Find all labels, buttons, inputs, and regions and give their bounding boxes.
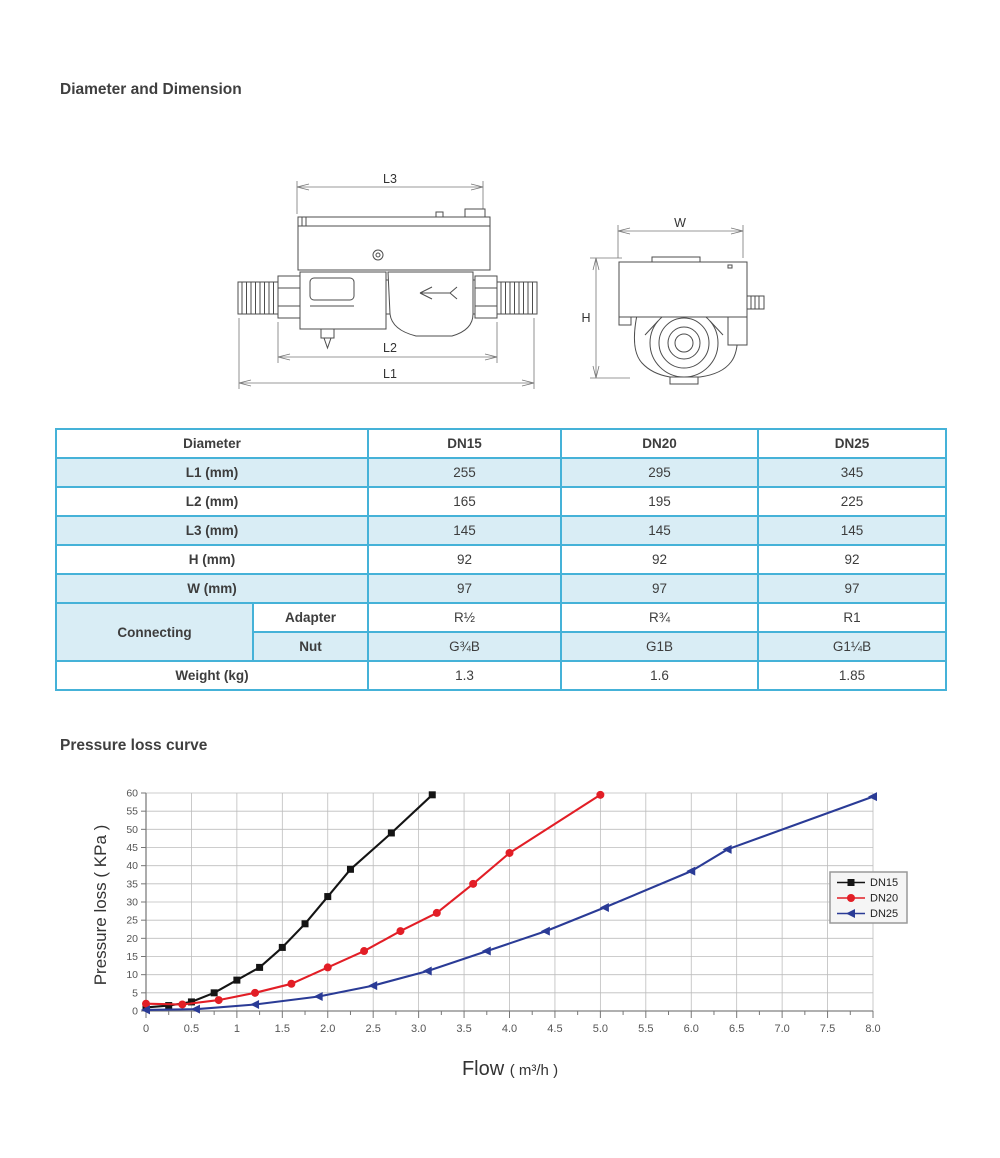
dim-label-h: H: [581, 311, 591, 325]
svg-text:35: 35: [126, 878, 138, 891]
section-title-dimension: Diameter and Dimension: [60, 81, 242, 98]
svg-text:5.5: 5.5: [638, 1023, 654, 1035]
cell-value: 145: [561, 516, 758, 545]
svg-text:20: 20: [126, 932, 138, 945]
dim-label-l1: L1: [383, 367, 397, 381]
y-axis-label: Pressure loss ( KPa ): [91, 824, 110, 986]
row-label-adapter: Adapter: [253, 603, 368, 632]
dim-label-l2: L2: [383, 341, 397, 355]
chart-series: [141, 791, 877, 1015]
series-DN25: [141, 792, 877, 1014]
svg-text:8.0: 8.0: [865, 1023, 881, 1035]
svg-text:25: 25: [126, 914, 138, 927]
cell-value: 145: [758, 516, 946, 545]
cell-value: 97: [561, 574, 758, 603]
cell-value: 1.6: [561, 661, 758, 690]
chart-gridlines: [146, 793, 873, 1011]
svg-text:45: 45: [126, 842, 138, 854]
row-label: W (mm): [56, 574, 368, 603]
header-dn20: DN20: [561, 429, 758, 458]
chart-legend: [830, 872, 907, 923]
row-label: L2 (mm): [56, 487, 368, 516]
cell-value: 97: [758, 574, 946, 603]
cell-value: 195: [561, 487, 758, 516]
svg-text:3.0: 3.0: [410, 1023, 427, 1035]
table-row-l3: [56, 516, 946, 545]
cell-value: G1¼B: [758, 632, 946, 661]
row-label: Weight (kg): [56, 661, 368, 690]
table-row-adapter: [56, 603, 946, 632]
table-row-w: [56, 574, 946, 603]
x-axis-label: Flow ( m³/h ): [461, 1058, 559, 1080]
header-diameter: Diameter: [56, 429, 368, 458]
svg-text:4.5: 4.5: [547, 1023, 563, 1035]
svg-text:0: 0: [142, 1023, 150, 1035]
table-header-row: [56, 429, 946, 458]
svg-text:6.0: 6.0: [683, 1023, 699, 1035]
cell-value: 145: [368, 516, 561, 545]
cell-value: 165: [368, 487, 561, 516]
dimension-table: [55, 428, 947, 691]
cell-value: 92: [758, 545, 946, 574]
svg-text:DN15: DN15: [870, 877, 899, 889]
svg-text:DN20: DN20: [870, 892, 899, 905]
cell-value: 92: [368, 545, 561, 574]
svg-text:4.0: 4.0: [501, 1023, 518, 1035]
svg-text:30: 30: [126, 896, 138, 909]
svg-text:60: 60: [126, 787, 138, 800]
svg-text:1.5: 1.5: [274, 1023, 290, 1035]
svg-text:0.5: 0.5: [183, 1023, 200, 1035]
cell-value: R½: [368, 603, 561, 632]
row-label-connecting: Connecting: [56, 603, 253, 661]
cell-value: 1.3: [368, 661, 561, 690]
svg-text:15: 15: [126, 951, 138, 963]
svg-text:7.5: 7.5: [819, 1023, 836, 1035]
dim-label-w: W: [674, 216, 686, 230]
svg-text:5.0: 5.0: [592, 1023, 609, 1035]
svg-text:1: 1: [233, 1023, 240, 1035]
dim-label-l3: L3: [383, 172, 397, 186]
cell-value: R¾: [561, 603, 758, 632]
cell-value: 92: [561, 545, 758, 574]
svg-text:2.5: 2.5: [365, 1023, 381, 1035]
side-view-drawing: [570, 210, 795, 405]
cell-value: 255: [368, 458, 561, 487]
cell-value: 295: [561, 458, 758, 487]
svg-text:10: 10: [126, 969, 138, 982]
section-title-pressure-loss: Pressure loss curve: [60, 737, 208, 754]
cell-value: G1B: [561, 632, 758, 661]
svg-text:50: 50: [126, 823, 138, 836]
svg-text:55: 55: [126, 805, 138, 818]
table-row-h: [56, 545, 946, 574]
chart-axes: [126, 788, 880, 1036]
row-label: H (mm): [56, 545, 368, 574]
row-label-nut: Nut: [253, 632, 368, 661]
series-DN15: [143, 791, 436, 1011]
svg-text:3.5: 3.5: [456, 1023, 472, 1035]
pressure-loss-chart: [0, 755, 1000, 1110]
header-dn15: DN15: [368, 429, 561, 458]
front-view-drawing: [220, 160, 555, 400]
svg-text:5: 5: [132, 987, 138, 1000]
svg-text:0: 0: [132, 1005, 138, 1018]
row-label: L3 (mm): [56, 516, 368, 545]
svg-text:2.0: 2.0: [320, 1023, 336, 1035]
table-row-weight: [56, 661, 946, 690]
svg-text:DN25: DN25: [870, 908, 899, 920]
cell-value: 97: [368, 574, 561, 603]
header-dn25: DN25: [758, 429, 946, 458]
svg-text:7.0: 7.0: [774, 1023, 790, 1035]
svg-text:40: 40: [126, 860, 138, 873]
table-row-l1: [56, 458, 946, 487]
table-row-l2: [56, 487, 946, 516]
svg-text:6.5: 6.5: [729, 1023, 745, 1035]
cell-value: 1.85: [758, 661, 946, 690]
cell-value: G¾B: [368, 632, 561, 661]
cell-value: 225: [758, 487, 946, 516]
cell-value: 345: [758, 458, 946, 487]
cell-value: R1: [758, 603, 946, 632]
row-label: L1 (mm): [56, 458, 368, 487]
